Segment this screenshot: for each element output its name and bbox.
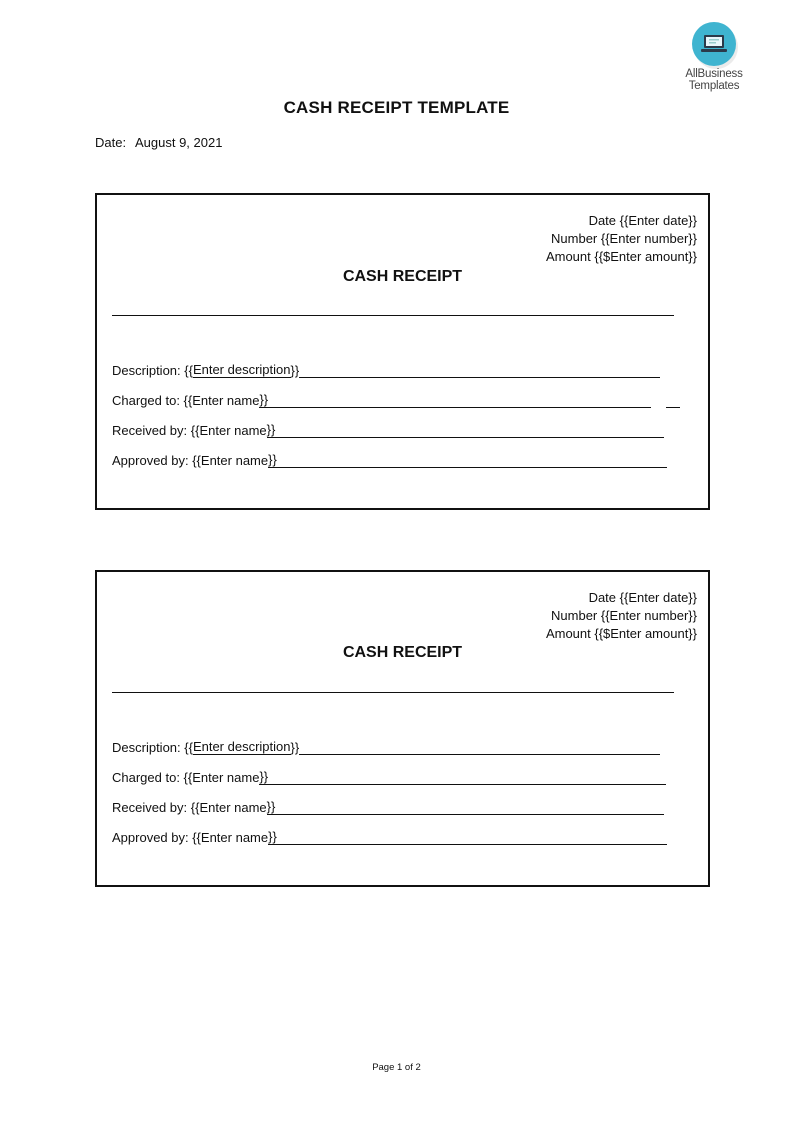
charged-to-label: Charged to: {{Enter name xyxy=(112,393,260,408)
receipt-meta xyxy=(546,589,697,643)
receipt-title: CASH RECEIPT xyxy=(342,268,463,285)
charged-to-underline[interactable] xyxy=(268,771,666,785)
charged-to-underline[interactable] xyxy=(268,394,651,408)
received-by-underline[interactable] xyxy=(275,424,664,438)
charged-to-label: Charged to: {{Enter name xyxy=(112,770,260,785)
payer-line[interactable] xyxy=(112,692,674,693)
approved-by-underline[interactable] xyxy=(277,831,667,845)
description-suffix: }} xyxy=(290,740,300,755)
approved-by-field[interactable] xyxy=(112,452,667,468)
description-placeholder[interactable]: Enter description xyxy=(192,739,291,754)
charged-to-field[interactable] xyxy=(112,769,666,785)
description-placeholder[interactable]: Enter description xyxy=(192,362,291,377)
charged-to-extra-dash xyxy=(666,394,680,408)
receipt-number[interactable]: Number {{Enter number}} xyxy=(551,608,697,623)
received-by-placeholder[interactable]: }} xyxy=(266,799,276,814)
received-by-field[interactable] xyxy=(112,799,664,815)
logo-text-line1: AllBusiness xyxy=(685,68,743,80)
page-number: Page 1 of 2 xyxy=(372,1062,421,1073)
logo-text-line2: Templates xyxy=(688,80,740,92)
cash-receipt-1 xyxy=(95,193,710,510)
description-field[interactable] xyxy=(112,739,660,755)
receipt-amount[interactable]: Amount {{$Enter amount}} xyxy=(545,626,697,641)
allbusiness-templates-logo xyxy=(678,22,750,92)
received-by-field[interactable] xyxy=(112,422,664,438)
charged-to-placeholder[interactable]: }} xyxy=(259,769,269,784)
charged-to-field[interactable] xyxy=(112,392,680,408)
cash-receipt-2 xyxy=(95,570,710,887)
approved-by-placeholder[interactable]: }} xyxy=(268,829,277,844)
receipt-number[interactable]: Number {{Enter number}} xyxy=(551,231,697,246)
date-value: August 9, 2021 xyxy=(134,135,223,150)
description-field[interactable] xyxy=(112,362,660,378)
approved-by-field[interactable] xyxy=(112,829,667,845)
approved-by-label: Approved by: {{Enter name xyxy=(112,453,269,468)
received-by-label: Received by: {{Enter name xyxy=(112,800,267,815)
description-underline[interactable] xyxy=(299,364,660,378)
approved-by-placeholder[interactable]: }} xyxy=(268,452,277,467)
approved-by-label: Approved by: {{Enter name xyxy=(112,830,269,845)
receipt-date[interactable]: Date {{Enter date}} xyxy=(588,590,697,605)
document-date xyxy=(95,135,228,150)
logo-badge xyxy=(692,22,736,66)
description-underline[interactable] xyxy=(299,741,660,755)
receipt-meta xyxy=(546,212,697,266)
payer-line[interactable] xyxy=(112,315,674,316)
received-by-label: Received by: {{Enter name xyxy=(112,423,267,438)
description-suffix: }} xyxy=(290,363,300,378)
laptop-icon xyxy=(700,33,728,55)
receipt-amount[interactable]: Amount {{$Enter amount}} xyxy=(545,249,697,264)
receipt-title: CASH RECEIPT xyxy=(342,644,463,661)
charged-to-placeholder[interactable]: }} xyxy=(259,392,269,407)
approved-by-underline[interactable] xyxy=(277,454,667,468)
receipt-date[interactable]: Date {{Enter date}} xyxy=(588,213,697,228)
description-label: Description: {{ xyxy=(112,740,193,755)
description-label: Description: {{ xyxy=(112,363,193,378)
document-title: CASH RECEIPT TEMPLATE xyxy=(283,98,510,117)
received-by-placeholder[interactable]: }} xyxy=(266,422,276,437)
received-by-underline[interactable] xyxy=(275,801,664,815)
date-label: Date: xyxy=(95,135,127,150)
